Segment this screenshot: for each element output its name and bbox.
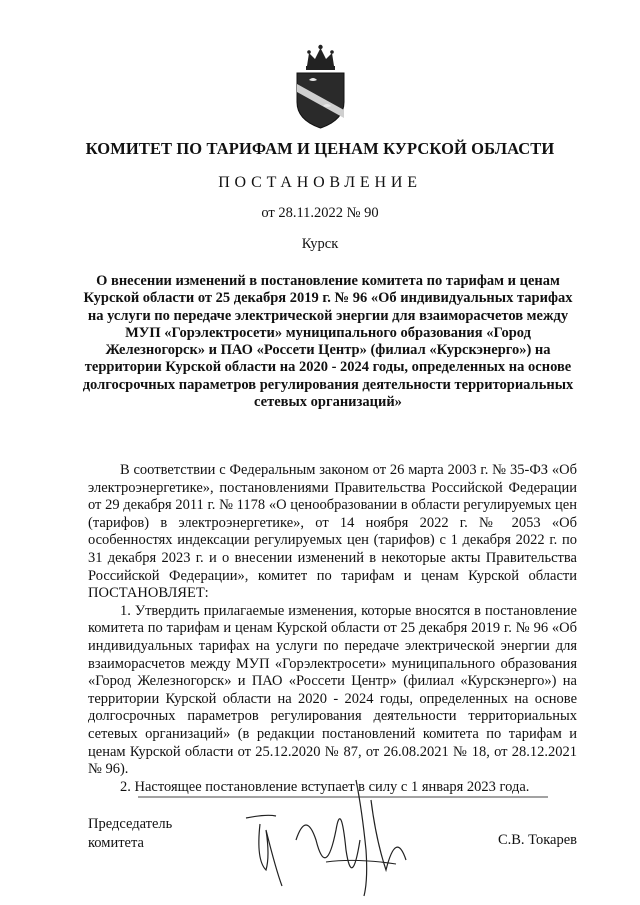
document-date-number: от 28.11.2022 № 90 — [261, 205, 379, 221]
signatory-name: С.В. Токарев — [497, 832, 577, 848]
item-2-paragraph: 2. Настоящее постановление вступает в силу с 1 января 2023 года. — [120, 778, 530, 795]
handwritten-signature-icon — [236, 770, 416, 900]
position-line-1: Председатель — [88, 816, 173, 832]
preamble-paragraph: В соответствии с Федеральным законом от 26 марта 2003 г. № 35-ФЗ «Об электроэнергетике», постановлениями Правительства Российской Федерации от 29 декабря 2011 г. № 1178 «О ценообразовании в области регулируемых цен (тарифов) в электроэнергетике», от 14 ноября 2022 г. № 2053 «Об особенностях индексации регулируемых цен (тарифов) с 1 декабря 2022 г. по 31 декабря 2023 г. и о внесении изменений в некоторые акты Правительства Российской Федерации», комитет по тарифам и ценам Курской области ПОСТАНОВЛЯЕТ: — [88, 462, 577, 602]
document-city: Курск — [301, 236, 339, 252]
document-body — [88, 462, 577, 796]
document-subject: О внесении изменений в постановление комитета по тарифам и ценам Курской области от 25 декабря 2019 г. № 96 «Об индивидуальных тарифах на услуги по передаче электрической энергии для взаиморасчетов между МУП «Горэлектросети» муниципального образования «Город Железногорск» и ПАО «Россети Центр» (филиал «Курскэнерго») на территории Курской области на 2020 - 2024 годы, определенных на основе долгосрочных параметров регулирования деятельности территориальных сетевых организаций» — [82, 273, 574, 411]
signatory-position — [88, 815, 172, 853]
coat-of-arms-icon — [293, 44, 348, 130]
position-line-2: комитета — [88, 835, 144, 851]
document-type: ПОСТАНОВЛЕНИЕ — [218, 174, 422, 191]
item-1-paragraph: 1. Утвердить прилагаемые изменения, которые вносятся в постановление комитета по тарифам и ценам Курской области от 25 декабря 2019 г. № 96 «Об индивидуальных тарифах на услуги по передаче электрической энергии для взаиморасчетов между МУП «Горэлектросети» муниципального образования «Город Железногорск» и ПАО «Россети Центр» (филиал «Курскэнерго») на территории Курской области на 2020 - 2024 годы, определенных на основе долгосрочных параметров регулирования деятельности территориальных сетевых организаций» (в редакции постановлений комитета по тарифам и ценам Курской области от 25.12.2020 № 87, от 26.08.2021 № 18, от 28.12.2021 № 96). — [88, 602, 577, 778]
committee-name: КОМИТЕТ ПО ТАРИФАМ И ЦЕНАМ КУРСКОЙ ОБЛАСТИ — [85, 139, 555, 158]
